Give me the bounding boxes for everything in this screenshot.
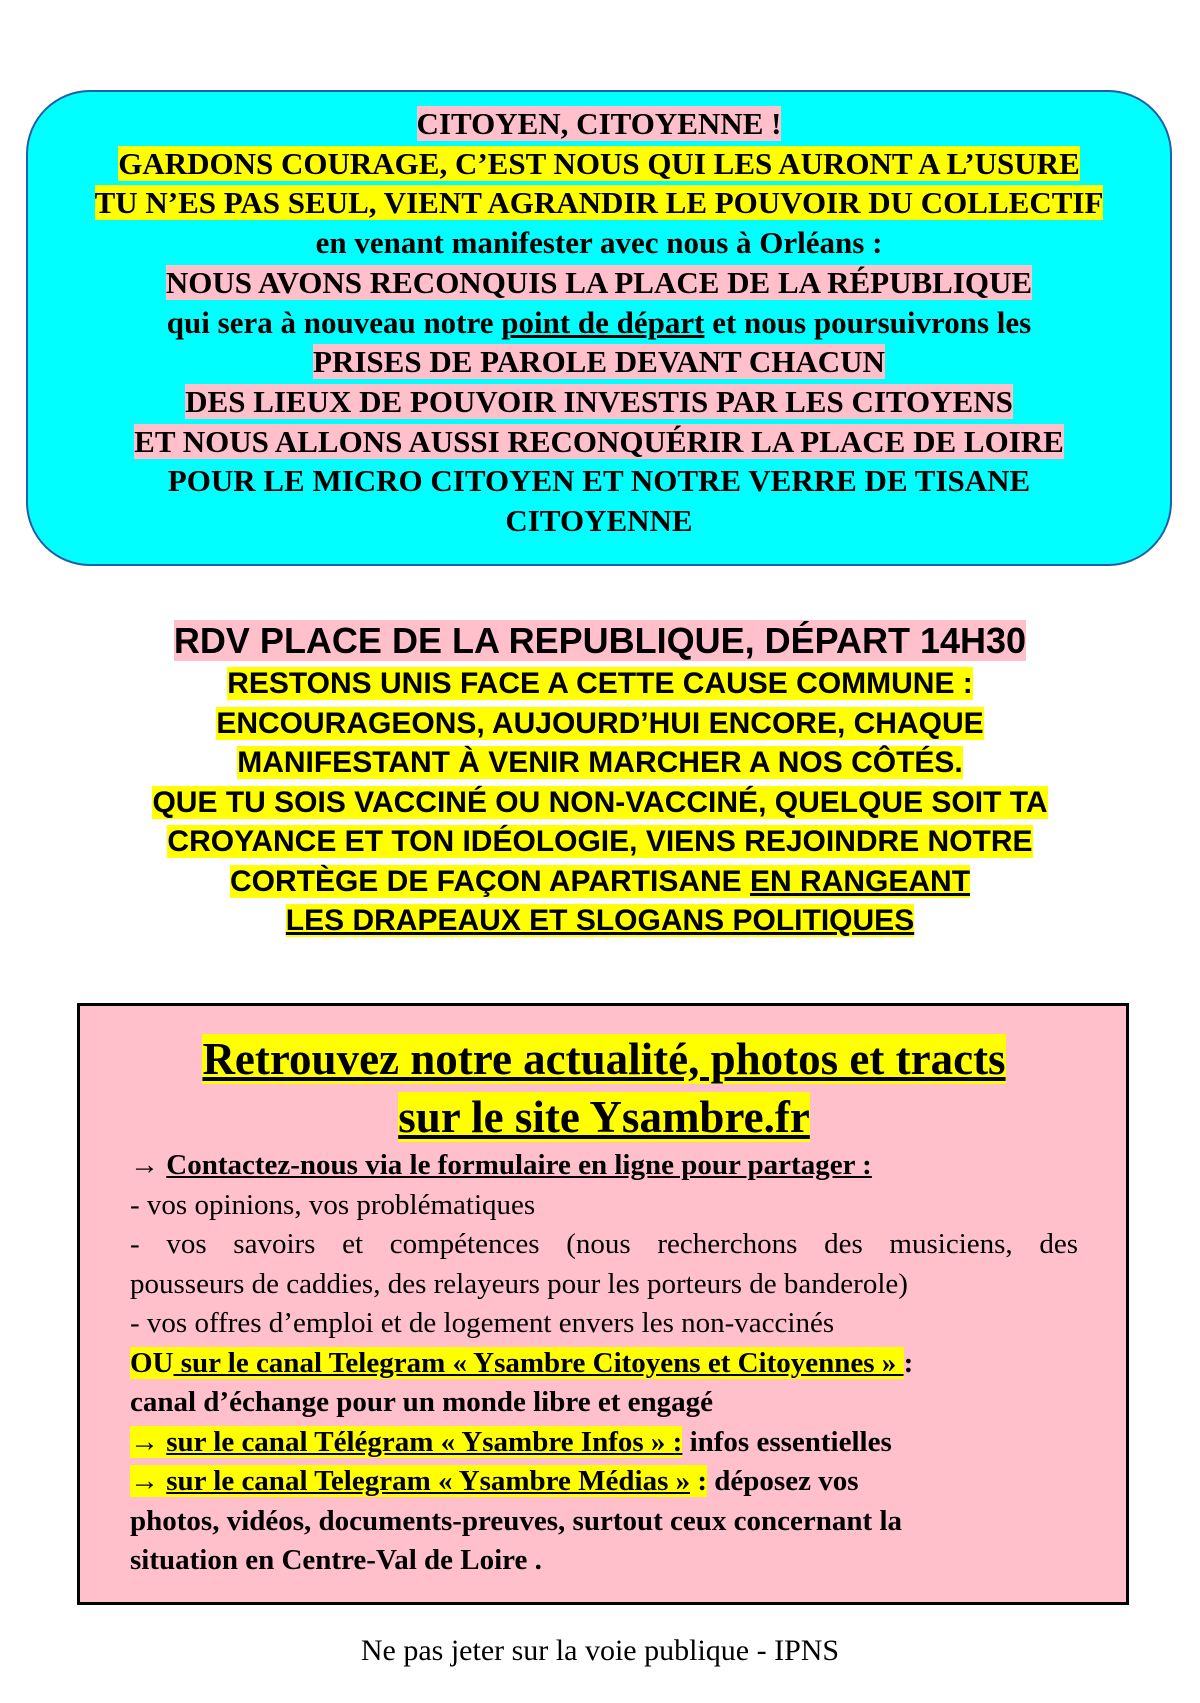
telegram-line: OU sur le canal Telegram « Ysambre Citoyens et Citoyennes » :: [130, 1346, 914, 1379]
telegram-medias-link[interactable]: sur le canal Telegram « Ysambre Médias »: [166, 1465, 691, 1497]
telegram-line: → sur le canal Telegram « Ysambre Médias » : déposez vos: [130, 1465, 859, 1497]
site-heading: Retrouvez notre actualité, photos et tracts: [202, 1034, 1006, 1084]
headline-line: CITOYEN, CITOYENNE !: [416, 106, 782, 141]
telegram-infos-link[interactable]: sur le canal Télégram « Ysambre Infos » :: [166, 1425, 683, 1458]
rdv-heading: RDV PLACE DE LA REPUBLIQUE, DÉPART 14H30: [173, 620, 1027, 661]
headline-line: en venant manifester avec nous à Orléans :: [315, 225, 883, 261]
headline-line: GARDONS COURAGE, C’EST NOUS QUI LES AURONT A L’USURE: [118, 145, 1080, 181]
contact-line: [130, 1146, 1078, 1186]
site-heading: [130, 1088, 1078, 1146]
arrow-icon: →: [130, 1425, 167, 1458]
point-de-depart-text: point de départ: [501, 304, 705, 340]
list-item: - vos offres d’emploi et de logement envers les non-vaccinés: [130, 1307, 835, 1339]
footer-note: Ne pas jeter sur la voie publique - IPNS: [360, 1634, 840, 1667]
call-line: RESTONS UNIS FACE A CETTE CAUSE COMMUNE :: [227, 667, 973, 700]
contact-form-link[interactable]: Contactez-nous via le formulaire en ligne pour partager :: [166, 1149, 872, 1181]
headline-line: TU N’ES PAS SEUL, VIENT AGRANDIR LE POUVOIR DU COLLECTIF: [94, 185, 1104, 221]
arrow-icon: →: [130, 1465, 167, 1497]
headline-line: POUR LE MICRO CITOYEN ET NOTRE VERRE DE TISANE: [167, 463, 1031, 499]
call-line: ENCOURAGEONS, AUJOURD’HUI ENCORE, CHAQUE: [216, 706, 984, 740]
telegram-desc: situation en Centre-Val de Loire .: [130, 1544, 542, 1576]
list-item: - vos savoirs et compétences (nous recherchons des musiciens, des: [130, 1228, 1078, 1260]
call-line: QUE TU SOIS VACCINÉ OU NON-VACCINÉ, QUELQUE SOIT TA: [152, 785, 1048, 819]
telegram-citoyens-link[interactable]: sur le canal Telegram « Ysambre Citoyens et Citoyennes »: [173, 1346, 904, 1379]
headline-line: ET NOUS ALLONS AUSSI RECONQUÉRIR LA PLACE DE LOIRE: [134, 423, 1064, 459]
arrow-icon: →: [130, 1149, 159, 1181]
telegram-desc: photos, vidéos, documents-preuves, surtout ceux concernant la: [130, 1504, 902, 1537]
call-line: CROYANCE ET TON IDÉOLOGIE, VIENS REJOINDRE NOTRE: [167, 825, 1033, 858]
list-item: - vos opinions, vos problématiques: [130, 1188, 536, 1221]
call-line: LES DRAPEAUX ET SLOGANS POLITIQUES: [285, 904, 915, 937]
list-item: pousseurs de caddies, des relayeurs pour les porteurs de banderole): [130, 1267, 908, 1300]
call-line: CORTÈGE DE FAÇON APARTISANE EN RANGEANT: [229, 864, 971, 898]
call-line: MANIFESTANT À VENIR MARCHER A NOS CÔTÉS.: [237, 746, 963, 779]
headline-line: qui sera à nouveau notre point de départ et nous poursuivrons les: [166, 304, 1032, 340]
telegram-line: → sur le canal Télégram « Ysambre Infos » : infos essentielles: [130, 1425, 892, 1458]
headline-line: PRISES DE PAROLE DEVANT CHACUN: [313, 344, 885, 380]
telegram-desc: canal d’échange pour un monde libre et engagé: [130, 1386, 713, 1418]
headline-line: NOUS AVONS RECONQUIS LA PLACE DE LA RÉPUBLIQUE: [165, 264, 1033, 300]
rendezvous-section: [0, 618, 1200, 941]
headline-line: DES LIEUX DE POUVOIR INVESTIS PAR LES CITOYENS: [185, 383, 1013, 419]
contact-box: [77, 1003, 1129, 1605]
site-link[interactable]: sur le site Ysambre.fr: [398, 1092, 810, 1142]
headline-line: CITOYENNE: [505, 503, 693, 539]
top-message-box: [26, 90, 1172, 566]
